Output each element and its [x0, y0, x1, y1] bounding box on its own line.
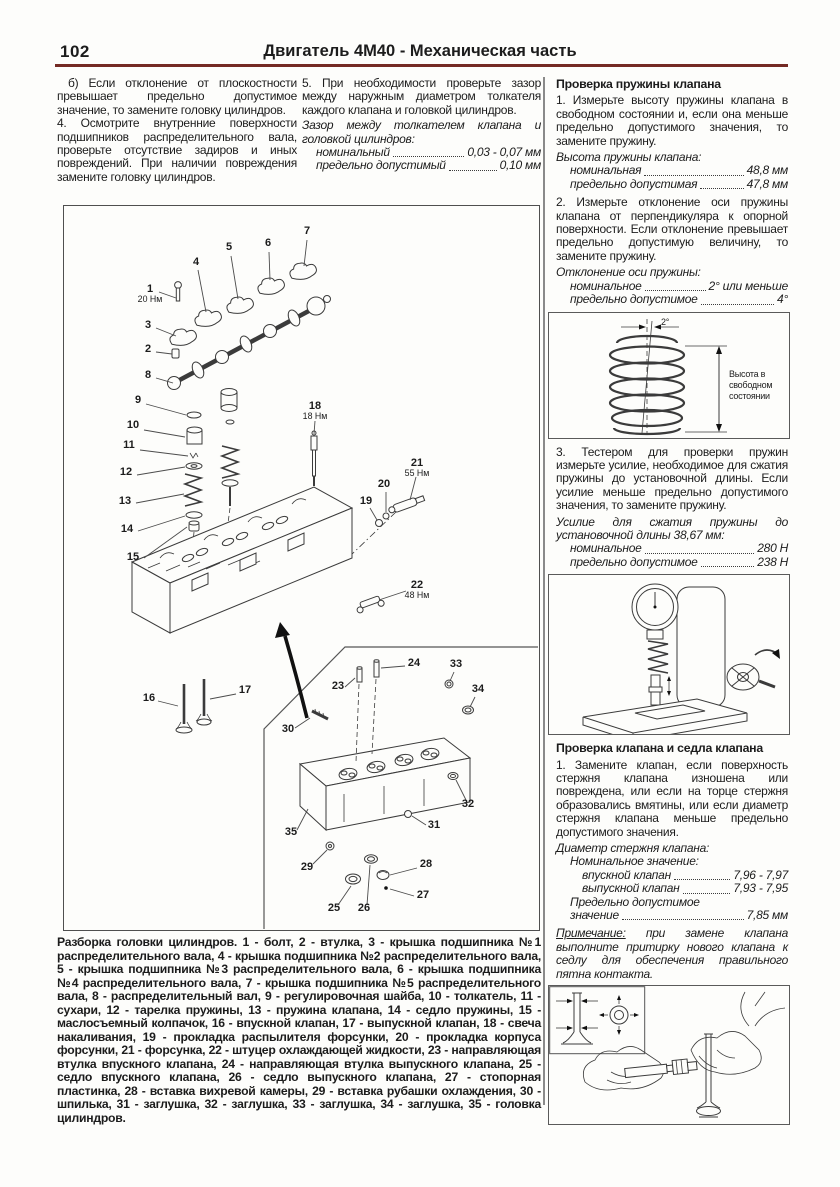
page-title: Двигатель 4М40 - Механическая часть — [263, 42, 577, 60]
page-number: 102 — [60, 42, 90, 61]
spec-row — [570, 164, 788, 177]
dotted-leader — [449, 170, 497, 171]
callout-6: 6 — [264, 237, 272, 249]
measured-valve-drawing — [697, 1034, 721, 1117]
spring-height-label-2: свободном — [729, 379, 773, 390]
handwheel-drawing — [727, 664, 775, 690]
spec-value: 280 Н — [757, 541, 788, 556]
spec-label: предельно допустимое — [570, 554, 698, 569]
heading-valve-spring-check: Проверка пружины клапана — [556, 77, 721, 91]
spec-tail-label: Предельно допустимое — [570, 894, 700, 909]
callout-11: 11 — [123, 439, 135, 451]
leader-line-22 — [379, 591, 406, 600]
cylinder-head-lower-drawing — [300, 738, 470, 830]
callout-26: 26 — [357, 902, 371, 914]
spec-row — [316, 159, 541, 172]
spec-row — [570, 178, 788, 191]
leader-line-16 — [158, 701, 178, 706]
coolant-fitting-drawing — [355, 595, 385, 615]
column-divider — [543, 77, 545, 1105]
spec-value: 0,10 мм — [499, 158, 541, 173]
callout-torque-22: 48 Нм — [404, 590, 430, 600]
dotted-leader — [674, 879, 730, 880]
dotted-leader — [701, 304, 774, 305]
dotted-leader — [644, 175, 743, 176]
dial-gauge-drawing — [632, 584, 678, 639]
spec-value: 47,8 мм — [746, 176, 788, 191]
stud-drawing — [312, 709, 328, 719]
valve-inset-drawing — [556, 993, 639, 1044]
callout-16: 16 — [142, 692, 156, 704]
callout-4: 4 — [192, 256, 200, 268]
spec-value: 238 Н — [757, 554, 788, 569]
leader-line-11 — [140, 450, 188, 456]
callout-12: 12 — [119, 466, 133, 478]
paragraph-cam-bearings: 4. Осмотрите внутренние поверхности подшипников распределительного вала, проверьте отсутствие задиров и иных повреждений. При наличии повреждения замените головку цилиндров. — [57, 116, 297, 184]
note-valve-lapping — [548, 927, 790, 981]
spec-row — [570, 280, 788, 293]
spec-intro: Диаметр стержня клапана: — [556, 841, 710, 855]
callout-torque-21: 55 Нм — [404, 468, 430, 478]
left-column-a — [57, 77, 297, 184]
callout-29: 29 — [300, 861, 314, 873]
heading-valve-seat-check: Проверка клапана и седла клапана — [556, 741, 763, 756]
spec-row — [570, 542, 788, 555]
callout-35: 35 — [284, 826, 298, 838]
callout-torque-1: 20 Нм — [137, 294, 163, 304]
callout-27: 27 — [416, 889, 430, 901]
leader-line-14 — [138, 516, 185, 531]
callout-18: 18 — [308, 400, 322, 412]
leader-line-31 — [412, 816, 426, 825]
spec-value: 4° — [777, 292, 788, 307]
spec-spring-force — [548, 516, 790, 570]
cylinder-head-exploded-figure — [63, 205, 540, 931]
spec-row — [316, 146, 541, 159]
valve-measurement-figure — [548, 985, 790, 1125]
dotted-leader — [683, 893, 731, 894]
right-column — [548, 76, 790, 1132]
leader-line-33 — [450, 672, 454, 681]
spring-height-label-1: Высота в — [729, 368, 766, 379]
leader-line-30 — [295, 718, 310, 728]
note-text: при замене клапана выполните притирку нового клапана к седлу для обеспечения правильного пятна контакта. — [556, 926, 788, 981]
callout-22: 22 — [410, 579, 424, 591]
callout-28: 28 — [419, 858, 433, 870]
spec-row — [570, 293, 788, 306]
leader-line-19 — [370, 508, 377, 520]
leader-line-5 — [231, 256, 238, 299]
callout-30: 30 — [281, 723, 295, 735]
spring-figure-svg — [549, 313, 788, 438]
callout-13: 13 — [118, 495, 132, 507]
leader-line-29 — [313, 850, 327, 864]
left-column-b — [302, 77, 541, 178]
dotted-leader — [622, 919, 744, 920]
callout-24: 24 — [407, 657, 421, 669]
micrometer-drawing — [624, 1058, 697, 1079]
callout-1: 1 — [146, 283, 154, 295]
spec-label: значение — [570, 908, 619, 923]
spec-spring-squareness — [548, 266, 790, 306]
guide-bushings-drawing — [356, 660, 379, 762]
callout-19: 19 — [359, 495, 373, 507]
spec-value: 0,03 - 0,07 мм — [467, 145, 541, 160]
leader-line-4 — [198, 270, 206, 312]
spec-label: номинальное — [570, 541, 642, 556]
leader-line-9 — [146, 404, 186, 415]
leader-line-26 — [367, 865, 370, 905]
callout-5: 5 — [225, 241, 233, 253]
callout-torque-18: 18 Нм — [302, 411, 328, 421]
leader-line-35 — [297, 809, 308, 830]
tester-base-drawing — [583, 699, 747, 734]
leader-line-12 — [137, 467, 185, 475]
paragraph-spring-tester: 3. Тестером для проверки пружин измерьте усилие, необходимое для сжатия пружины до установочной длины. Если усилие меньше предельно допустимого значения, то замените пружину. — [556, 444, 788, 513]
spec-label: номинальный — [316, 145, 390, 160]
spec-tappet-clearance — [302, 119, 541, 173]
callout-34: 34 — [471, 683, 485, 695]
spec-value: 7,85 мм — [746, 908, 788, 923]
callout-33: 33 — [449, 658, 463, 670]
tester-figure-svg — [549, 575, 788, 734]
spec-value: 7,96 - 7,97 — [733, 867, 788, 882]
spec-row — [570, 909, 788, 922]
spec-intro: Высота пружины клапана: — [556, 150, 702, 165]
spec-label: номинальное — [570, 278, 642, 293]
callout-31: 31 — [427, 819, 441, 831]
dotted-leader — [645, 553, 755, 554]
paragraph-spring-squareness: 2. Измерьте отклонение оси пружины клапана от перпендикуляра к опорной поверхности. Если отклонение превышает предельно допустимую величину, то замените пружину. — [556, 195, 788, 263]
leader-line-27 — [390, 889, 414, 896]
leader-line-24 — [381, 666, 405, 668]
callout-15: 15 — [126, 551, 140, 563]
leader-line-6 — [269, 252, 270, 280]
callout-17: 17 — [238, 684, 252, 696]
spec-value: 7,93 - 7,95 — [733, 881, 788, 896]
assembly-arrow — [275, 622, 307, 718]
spec-intro: Отклонение оси пружины: — [556, 265, 701, 280]
spec-label: выпускной клапан — [582, 881, 680, 896]
leader-line-13 — [136, 494, 184, 503]
callout-20: 20 — [377, 478, 391, 490]
spring-tester-figure — [548, 574, 790, 735]
leader-line-3 — [156, 328, 176, 336]
spec-value: 48,8 мм — [746, 163, 788, 178]
note-label: Примечание: — [556, 926, 626, 941]
valve-figure-svg — [549, 986, 788, 1124]
leader-line-21 — [410, 477, 416, 500]
paragraph-flatness: б) Если отклонение от плоскостности превышает предельно допустимое значение, то замените головку цилиндров. — [57, 76, 297, 117]
main-diagram-svg — [64, 206, 538, 929]
callout-21: 21 — [410, 457, 424, 469]
leader-line-23 — [345, 678, 355, 687]
spec-intro: Усилие для сжатия пружины до установочной длины 38,67 мм: — [556, 514, 788, 542]
hands-drawing — [583, 992, 785, 1090]
spec-sub-intro: Номинальное значение: — [570, 854, 699, 869]
callout-23: 23 — [331, 680, 345, 692]
leader-line-7 — [304, 240, 307, 266]
bushing-drawing — [172, 349, 179, 358]
leader-line-2 — [156, 352, 172, 354]
callout-8: 8 — [144, 369, 152, 381]
header-rule — [55, 64, 788, 67]
spec-label: предельно допустимая — [570, 176, 698, 191]
callout-10: 10 — [126, 419, 140, 431]
callout-3: 3 — [144, 319, 152, 331]
leader-line-34 — [470, 697, 475, 707]
spec-row — [570, 556, 788, 569]
callout-25: 25 — [327, 902, 341, 914]
callout-7: 7 — [303, 225, 311, 237]
callout-2: 2 — [144, 343, 152, 355]
spec-value: 2° или меньше — [708, 278, 788, 293]
valves-drawing — [176, 679, 212, 733]
spec-label: впускной клапан — [582, 867, 671, 882]
spec-row — [582, 869, 788, 882]
dotted-leader — [701, 566, 755, 567]
spring-height-figure — [548, 312, 790, 439]
spec-label: предельно допустимый — [316, 158, 446, 173]
spec-valve-stem-diameter — [548, 842, 790, 922]
paragraph-tappet-clearance: 5. При необходимости проверьте зазор между наружным диаметром толкателя каждого клапана и головкой цилиндров. — [302, 76, 541, 117]
spec-label: номинальная — [570, 163, 642, 178]
spec-intro: Зазор между толкателем клапана и головкой цилиндров: — [302, 118, 541, 146]
dotted-leader — [645, 290, 706, 291]
paragraph-valve-replace: 1. Замените клапан, если поверхность стержня клапана изношена или повреждена, или если на торце стержня образовались вмятины, или если диаметр стержня клапана меньше предельно допустимого значения. — [556, 757, 788, 839]
leader-line-17 — [210, 694, 236, 699]
paragraph-spring-height: 1. Измерьте высоту пружины клапана в свободном состоянии и, если она меньше предельно допустимого значения, то замените пружину. — [556, 93, 788, 148]
spec-label: предельно допустимое — [570, 292, 698, 307]
figure-caption-parts-list: Разборка головки цилиндров. 1 - болт, 2 - втулка, 3 - крышка подшипника №1 распределительного вала, 4 - крышка подшипника №2 распределительного вала, 5 - крышка подшипника №3 распределительного вала, 6 - крышка подшипника №4 распределительного вала, 7 - крышка подшипника №5 распределительного вала, 8 - распределительный вал, 9 - регулировочная шайба, 10 - толкатель, 11 - сухари, 12 - тарелка пружины, 13 - пружина клапана, 14 - седло пружины, 15 - маслосъемный колпачок, 16 - впускной клапан, 17 - выпускной клапан, 18 - свеча накаливания, 19 - прокладка распылителя форсунки, 20 - прокладка корпуса форсунки, 21 - форсунка, 22 - штуцер охлаждающей жидкости, 23 - направляющая втулка впускного клапана, 24 - направляющая втулка выпускного клапана, 25 - седло впускного клапана, 26 - седло выпускного клапана, 27 - стопорная пластинка, 28 - вставка вихревой камеры, 29 - вставка рубашки охлаждения, 30 - шпилька, 31 - заглушка, 32 - заглушка, 33 - заглушка, 34 - заглушка, 35 - головка цилиндров. — [57, 935, 541, 1125]
spec-row — [582, 882, 788, 895]
spring-height-label-3: состоянии — [729, 390, 770, 401]
spec-spring-height — [548, 151, 790, 191]
callout-14: 14 — [120, 523, 134, 535]
dotted-leader — [393, 156, 465, 157]
callout-9: 9 — [134, 394, 142, 406]
leader-line-28 — [390, 868, 417, 875]
callout-32: 32 — [461, 798, 475, 810]
spring-angle-label: 2° — [661, 316, 670, 327]
leader-line-10 — [144, 430, 185, 437]
cylinder-head-upper-drawing — [132, 487, 352, 633]
dotted-leader — [700, 188, 743, 189]
